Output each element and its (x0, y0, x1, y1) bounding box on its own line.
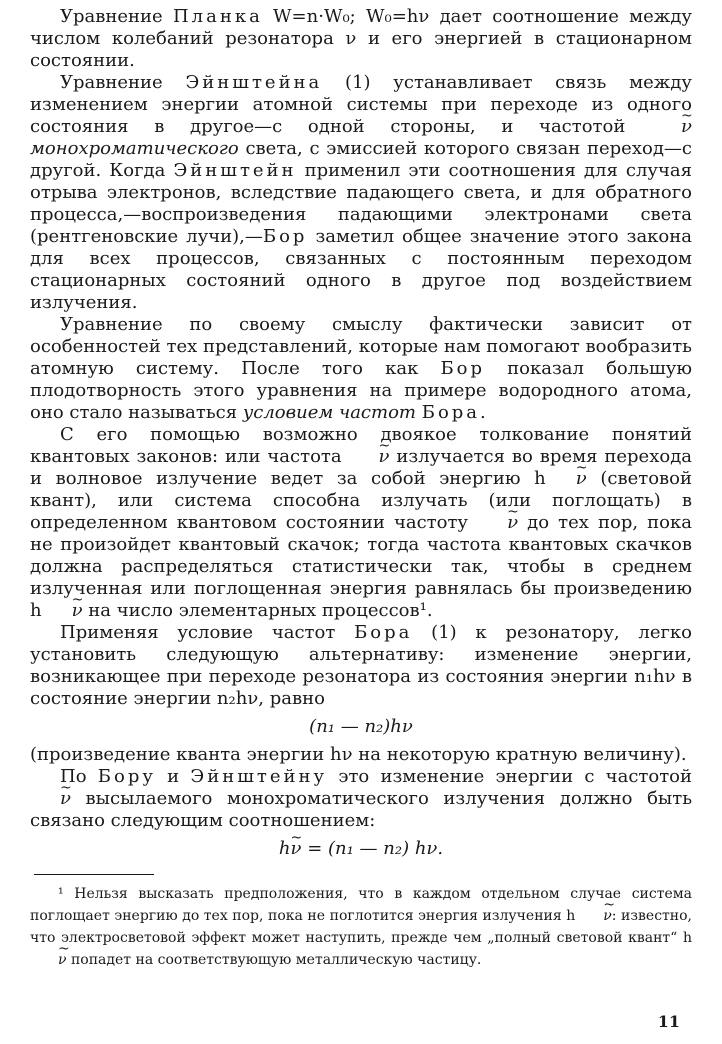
spaced-name: Бора (354, 622, 413, 643)
text-run: до тех пор, пока не произойдет квантовый скачок; тогда частота квантовых скачков должна распределяться статистически так, чтобы в среднем излученная или поглощенная энергия равнялась бы произведению h (30, 512, 692, 621)
text-run: и (155, 766, 191, 787)
paragraph-4 (30, 424, 692, 622)
page-body (30, 6, 692, 971)
spaced-name: Бора (421, 402, 481, 423)
footnote-divider (34, 874, 154, 875)
paragraph-5 (30, 622, 692, 710)
nu-tilde-symbol: ~ ν (42, 600, 83, 622)
text-run: применил эти соотношения для случая отрыва электронов, вследствие падающего света, и для обратного процесса,—воспроизведения падающими электронами света (рентгеновские лучи),— (30, 160, 693, 247)
text-body (30, 6, 692, 710)
paragraph-3 (30, 314, 692, 424)
page-number: 11 (657, 1012, 680, 1031)
text-run: (световой квант), или система способна излучать (или поглощать) в определенном квантовом состоянии частоту (30, 468, 693, 533)
nu-tilde-symbol: ~ ν (30, 949, 67, 971)
text-run: это изменение энергии с частотой (327, 766, 692, 787)
nu-tilde-symbol: ~ ν (651, 116, 692, 138)
spaced-name: Бору (97, 766, 156, 787)
formula-frequency-relation (30, 838, 692, 860)
nu-tilde-symbol: ~ ν (30, 788, 71, 810)
nu-tilde-symbol: ~ ν (546, 468, 587, 490)
formula-post: = (n₁ — n₂) hν. (301, 838, 444, 859)
italic-term: монохроматического (30, 138, 239, 159)
text-run: на число элементарных процессов¹. (82, 600, 433, 621)
paragraph-after-formula: (произведение кванта энергии hν на некоторую кратную величину). (30, 744, 687, 765)
text-run: света, с эмиссией которого связан переход—с другой. Когда (30, 138, 692, 181)
text-run: попадет на соответствующую металлическую частицу. (66, 952, 482, 968)
paragraph-2 (30, 72, 692, 314)
formula-energy-change-text: (n₁ — n₂)hν (309, 716, 413, 737)
spaced-name: Бор (440, 358, 486, 379)
footnote-text (30, 883, 692, 971)
spaced-name: Бор (262, 226, 308, 247)
nu-tilde-symbol: ~ ν (477, 512, 518, 534)
formula-pre: h (278, 838, 291, 859)
text-run: . (480, 402, 486, 423)
text-run: показал большую плодотворность этого уравнения на примере водородного атома, оно стало называться (30, 358, 692, 423)
spaced-name: Планка (172, 6, 263, 27)
text-run: : известно, что электросветовой эффект может наступить, прежде чем „полный световой квант“ h (30, 908, 692, 946)
text-run: ¹ Нельзя высказать предположения, что в каждом отдельном случае система поглощает энергию до тех пор, пока не поглотится энергия излучения h (30, 886, 692, 924)
paragraph-bohr-einstein (30, 766, 692, 832)
text-run: Уравнение по своему смыслу фактически зависит от особенностей тех представлений, которые нам помогают вообразить атомную систему. После того как (30, 314, 692, 379)
text-run: излучается во время перехода и волновое излучение ведет за собой энергию h (30, 446, 693, 489)
spaced-name: Эйнштейна (185, 72, 323, 93)
text-run: (1) к резонатору, легко установить следующую альтернативу: изменение энергии, возникающее при переходе резонатора из состояния энергии n₁hν в состояние энергии n₂hν, равно (30, 622, 693, 709)
paragraph-last-text (30, 766, 692, 832)
footnote (30, 883, 692, 971)
paragraph-1 (30, 6, 692, 72)
nu-tilde-symbol: ~ ν (349, 446, 390, 468)
text-run: С его помощью возможно двоякое толкование понятий квантовых законов: или частота (30, 424, 692, 467)
italic-term: условием частот (242, 402, 416, 423)
nu-tilde-symbol: ~ ν (575, 905, 612, 927)
spaced-name: Эйнштейн (173, 160, 297, 181)
text-run: заметил общее значение этого закона для всех процессов, связанных с постоянным переходом стационарных состояний одного в другое под воздействием излучения. (30, 226, 692, 313)
text-run: Применяя условие частот (60, 622, 355, 643)
formula-energy-change (30, 716, 692, 738)
text-run: высылаемого монохроматического излучения должно быть связано следующим соотношением: (30, 788, 692, 831)
text-run: Уравнение (60, 72, 186, 93)
text-run: По (60, 766, 98, 787)
text-run: (1) устанавливает связь между изменением энергии атомной системы при переходе из одного состояния в другое—с одной стороны, и частотой (30, 72, 692, 137)
formula-nu: ~ ν (291, 838, 302, 860)
text-run: W=n·W₀; W₀=hν дает соотношение между числом колебаний резонатора ν и его энергией в стационарном состоянии. (30, 6, 692, 71)
text-run: Уравнение (60, 6, 173, 27)
spaced-name: Эйнштейну (190, 766, 328, 787)
